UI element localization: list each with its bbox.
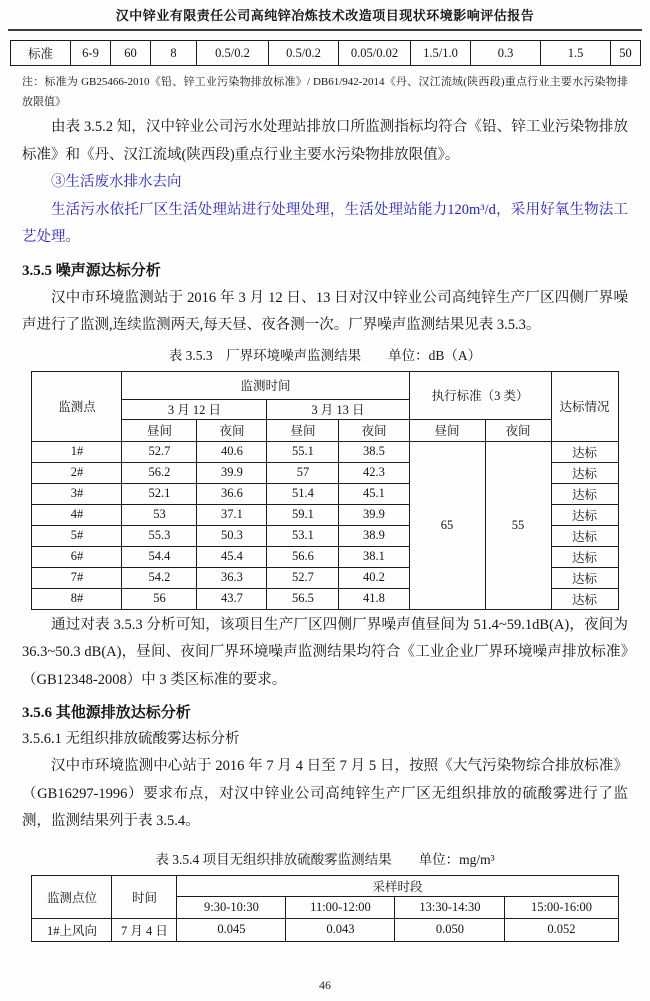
col-header-day: 昼间	[122, 419, 197, 441]
table-cell: 0.045	[177, 918, 286, 941]
col-header-period: 13:30-14:30	[395, 896, 505, 918]
col-header-date2: 3 月 13 日	[267, 399, 409, 419]
col-header-period: 11:00-12:00	[286, 896, 395, 918]
table-cell: 55.3	[122, 525, 197, 546]
col-header-night: 夜间	[197, 419, 267, 441]
col-header-day: 昼间	[267, 419, 339, 441]
acid-table	[31, 875, 618, 942]
heading-3-5-5: 3.5.5 噪声源达标分析	[22, 262, 161, 279]
standards-table	[10, 40, 641, 66]
acid-table-header-row	[32, 875, 618, 896]
result-cell: 达标	[551, 483, 618, 504]
table-cell: 52.1	[122, 483, 197, 504]
blue-subheading: ③生活废水排水去向	[51, 174, 182, 190]
col-header-night: 夜间	[485, 419, 551, 441]
table-cell: 56	[122, 588, 197, 609]
table-cell: 38.5	[339, 441, 409, 462]
acid-table-caption: 表 3.5.4 项目无组织排放硫酸雾监测结果 单位：mg/m³	[155, 851, 495, 867]
paragraph-3-5-2: 由表 3.5.2 知，汉中锌业公司污水处理站排放口所监测指标均符合《铅、锌工业污染物排放标准》和《丹、汉江流域(陕西段)重点行业主要水污染物排放限值》。	[22, 119, 628, 163]
table-cell: 5#	[32, 525, 122, 546]
col-header-time-group: 监测时间	[122, 371, 409, 399]
result-cell: 达标	[551, 567, 618, 588]
table-cell: 52.7	[267, 567, 339, 588]
table-cell: 36.6	[197, 483, 267, 504]
table-cell: 42.3	[339, 462, 409, 483]
table-cell: 50	[611, 41, 641, 66]
standards-row-label: 标准	[11, 41, 71, 66]
table-row	[32, 441, 618, 462]
table-cell: 43.7	[197, 588, 267, 609]
heading-3-5-6-1: 3.5.6.1 无组织排放硫酸雾达标分析	[22, 731, 240, 747]
result-cell: 达标	[551, 525, 618, 546]
table-cell: 60	[111, 41, 151, 66]
table-cell: 56.5	[267, 588, 339, 609]
table-cell: 41.8	[339, 588, 409, 609]
table-cell: 45.4	[197, 546, 267, 567]
table-cell: 2#	[32, 462, 122, 483]
table-row	[32, 918, 618, 941]
standard-day-cell: 65	[409, 441, 485, 609]
table-cell: 54.4	[122, 546, 197, 567]
table-cell: 40.6	[197, 441, 267, 462]
col-header-result: 达标情况	[551, 371, 618, 441]
col-header-point: 监测点位	[32, 875, 112, 918]
table-cell: 51.4	[267, 483, 339, 504]
result-cell: 达标	[551, 588, 618, 609]
noise-table-header-row	[32, 371, 618, 399]
blue-paragraph: 生活污水依托厂区生活处理站进行处理处理，生活处理站能力120m³/d，采用好氧生物法工艺处理。	[22, 201, 628, 245]
table-cell: 39.9	[339, 504, 409, 525]
table-cell: 1.5/1.0	[411, 41, 471, 66]
paragraph-3-5-5: 汉中市环境监测站于 2016 年 3 月 12 日、13 日对汉中锌业公司高纯锌生产厂区四侧厂界噪声进行了监测,连续监测两天,每天昼、夜各测一次。厂界噪声监测结果见表 3.5.3。	[22, 289, 628, 333]
table-cell: 37.1	[197, 504, 267, 525]
table-cell: 0.052	[505, 918, 618, 941]
table-cell: 0.5/0.2	[197, 41, 269, 66]
table-cell: 1#上风向	[32, 918, 112, 941]
result-cell: 达标	[551, 546, 618, 567]
table-cell: 1#	[32, 441, 122, 462]
doc-header	[8, 5, 642, 31]
table-cell: 50.3	[197, 525, 267, 546]
table-cell: 57	[267, 462, 339, 483]
table-cell: 39.9	[197, 462, 267, 483]
table-cell: 54.2	[122, 567, 197, 588]
col-header-period: 15:00-16:00	[505, 896, 618, 918]
result-cell: 达标	[551, 504, 618, 525]
result-cell: 达标	[551, 462, 618, 483]
table-cell: 0.043	[286, 918, 395, 941]
doc-title: 汉中锌业有限责任公司高纯锌冶炼技术改造项目现状环境影响评估报告	[115, 8, 535, 23]
noise-table-caption: 表 3.5.3 厂界环境噪声监测结果 单位：dB（A）	[168, 347, 482, 363]
col-header-period-group: 采样时段	[177, 875, 618, 896]
table-cell: 0.5/0.2	[269, 41, 339, 66]
table-cell: 38.9	[339, 525, 409, 546]
paragraph-after-noise: 通过对表 3.5.3 分析可知，该项目生产厂区四侧厂界噪声值昼间为 51.4~59.1dB(A)，夜间为 36.3~50.3 dB(A)，昼间、夜间厂界环境噪声监测结果均符合《工业企业厂界环境噪声排放标准》（GB12348-2008）中 3 类区标准的要求。	[22, 616, 628, 688]
table-cell: 0.05/0.02	[339, 41, 411, 66]
table-cell: 56.6	[267, 546, 339, 567]
page-number: 46	[319, 978, 331, 992]
table-cell: 6-9	[71, 41, 111, 66]
table-cell: 6#	[32, 546, 122, 567]
table-cell: 7 月 4 日	[112, 918, 177, 941]
table-cell: 38.1	[339, 546, 409, 567]
col-header-period: 9:30-10:30	[177, 896, 286, 918]
table-cell: 59.1	[267, 504, 339, 525]
table-cell: 0.3	[471, 41, 541, 66]
table-cell: 56.2	[122, 462, 197, 483]
table-cell: 53	[122, 504, 197, 525]
noise-table	[31, 371, 618, 610]
table-cell: 7#	[32, 567, 122, 588]
table-cell: 40.2	[339, 567, 409, 588]
heading-3-5-6: 3.5.6 其他源排放达标分析	[22, 705, 191, 721]
paragraph-3-5-6-1: 汉中市环境监测中心站于 2016 年 7 月 4 日至 7 月 5 日，按照《大气污染物综合排放标准》（GB16297-1996）要求布点，对汉中锌业公司高纯锌生产厂区无组织排放的硫酸雾进行了监测，监测结果列于表 3.5.4。	[22, 758, 628, 829]
col-header-day: 昼间	[409, 419, 485, 441]
table-cell: 55.1	[267, 441, 339, 462]
table-cell: 36.3	[197, 567, 267, 588]
table-cell: 53.1	[267, 525, 339, 546]
table-cell: 8#	[32, 588, 122, 609]
table-cell: 3#	[32, 483, 122, 504]
table-cell: 8	[151, 41, 197, 66]
col-header-night: 夜间	[339, 419, 409, 441]
table-cell: 52.7	[122, 441, 197, 462]
table-cell: 4#	[32, 504, 122, 525]
table-cell: 0.050	[395, 918, 505, 941]
standards-row	[11, 41, 641, 66]
table-cell: 1.5	[541, 41, 611, 66]
table-cell: 45.1	[339, 483, 409, 504]
col-header-point: 监测点	[32, 371, 122, 441]
standards-note: 注：标准为 GB25466-2010《铅、锌工业污染物排放标准》/ DB61/942-2014《丹、汉江流域(陕西段)重点行业主要水污染物排放限值》	[22, 76, 628, 108]
col-header-standard-group: 执行标准（3 类）	[409, 371, 551, 419]
col-header-date1: 3 月 12 日	[122, 399, 267, 419]
result-cell: 达标	[551, 441, 618, 462]
standard-night-cell: 55	[485, 441, 551, 609]
col-header-time: 时间	[112, 875, 177, 918]
